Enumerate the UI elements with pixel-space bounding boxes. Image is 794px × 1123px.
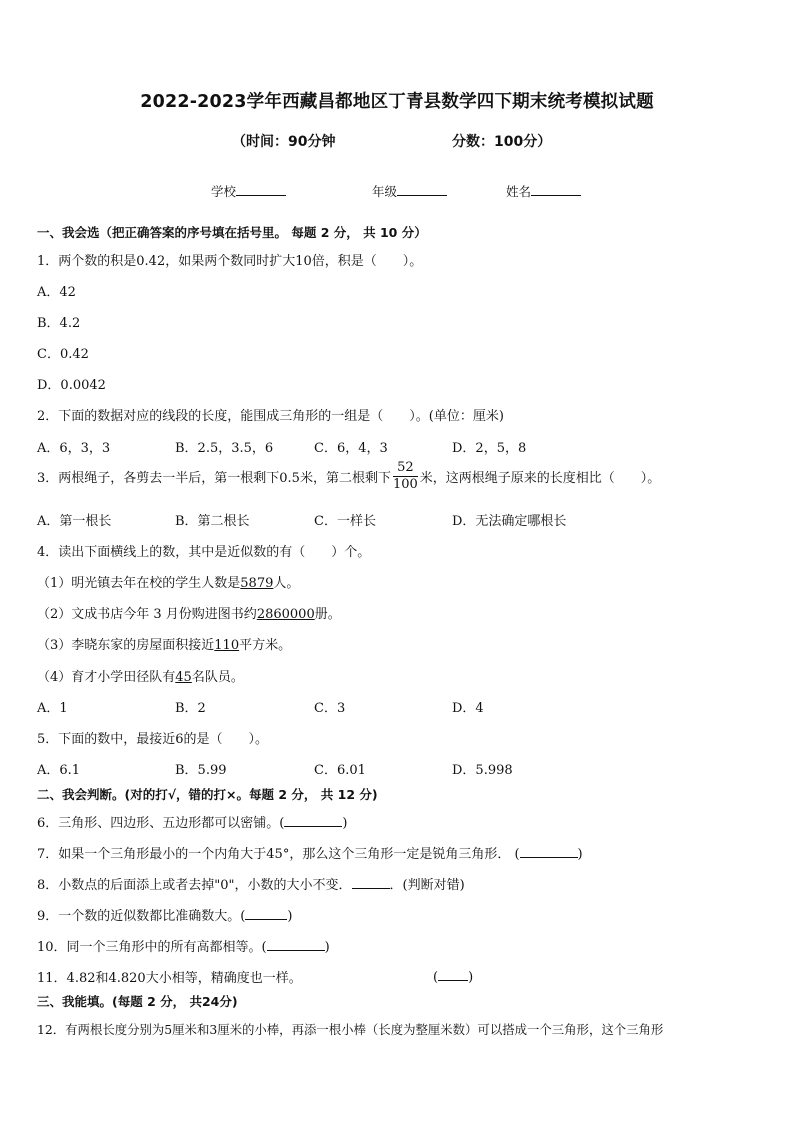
q9-close-paren: ) — [287, 909, 293, 924]
q3-option-c: C．一样长 — [314, 514, 376, 529]
q11-answer-blank — [438, 967, 468, 981]
q4-option-b: B．2 — [175, 701, 206, 716]
q5-option-d: D．5.998 — [452, 763, 513, 778]
q3-text-after: 米，这两根绳子原来的长度相比（ ）。 — [419, 471, 661, 486]
q6-answer-blank — [284, 813, 342, 827]
q4-item-3 — [37, 634, 291, 653]
q9-answer-blank — [245, 906, 287, 920]
section2-heading: 二、我会判断。(对的打√，错的打×。每题 2 分， 共 12 分) — [37, 787, 378, 802]
q4-item-1-number: 5879 — [240, 576, 274, 591]
q1-option-c: C．0.42 — [37, 347, 89, 362]
q7-text: 7．如果一个三角形最小的一个内角大于45°，那么这个三角形一定是锐角三角形． ( — [37, 847, 520, 862]
grade-blank — [397, 183, 447, 196]
q1-option-a: A．42 — [37, 285, 76, 300]
section3-heading: 三、我能填。(每题 2 分， 共24分) — [37, 994, 238, 1009]
question-2: 2．下面的数据对应的线段的长度，能围成三角形的一组是（ ）。(单位：厘米) — [37, 409, 504, 424]
question-5: 5．下面的数中，最接近6的是（ ）。 — [37, 732, 269, 747]
q4-item-4-pre: （4）育才小学田径队有 — [37, 670, 176, 685]
name-label: 姓名 — [506, 184, 532, 199]
q3-text-before: 3．两根绳子，各剪去一半后，第一根剩下0.5米，第二根剩下 — [37, 471, 391, 486]
q8-text-after: ．(判断对错) — [389, 878, 465, 893]
exam-score: 分数：100分） — [452, 134, 552, 150]
question-4: 4．读出下面横线上的数，其中是近似数的有（ ）个。 — [37, 545, 371, 560]
q3-option-d: D．无法确定哪根长 — [452, 514, 567, 529]
page-title: 2022-2023学年西藏昌都地区丁青县数学四下期末统考模拟试题 — [140, 92, 654, 112]
grade-field — [372, 182, 447, 200]
q10-text: 10．同一个三角形中的所有高都相等。( — [37, 940, 267, 955]
q4-item-1 — [37, 572, 299, 591]
q7-answer-blank — [520, 844, 578, 858]
q4-item-4-post: 名队员。 — [191, 670, 244, 685]
q5-option-a: A．6.1 — [37, 763, 81, 778]
q4-option-d: D．4 — [452, 701, 484, 716]
question-11: 11．4.82和4.820大小相等，精确度也一样。 — [37, 971, 302, 986]
q11-open-paren: ( — [433, 970, 439, 985]
q3-option-a: A．第一根长 — [37, 514, 112, 529]
q2-option-b: B．2.5，3.5，6 — [175, 441, 274, 456]
question-7 — [37, 843, 583, 862]
q5-option-b: B．5.99 — [175, 763, 227, 778]
q9-text: 9．一个数的近似数都比准确数大。( — [37, 909, 246, 924]
q7-close-paren: ) — [577, 847, 583, 862]
q4-option-c: C．3 — [314, 701, 346, 716]
school-label: 学校 — [211, 184, 237, 199]
school-field — [211, 182, 286, 200]
q8-answer-blank — [352, 875, 390, 889]
question-8 — [37, 874, 465, 893]
q3-fraction-denominator: 100 — [392, 477, 418, 492]
name-blank — [531, 183, 581, 196]
q6-text: 6．三角形、四边形、五边形都可以密铺。( — [37, 816, 285, 831]
question-12: 12．有两根长度分别为5厘米和3厘米的小棒，再添一根小棒（长度为整厘米数）可以搭成一个三角形，这个三角形 — [37, 1022, 664, 1037]
q1-option-b: B．4.2 — [37, 316, 81, 331]
q4-item-3-post: 平方米。 — [239, 638, 292, 653]
q1-option-d: D．0.0042 — [37, 378, 106, 393]
q4-item-1-pre: （1）明光镇去年在校的学生人数是 — [37, 576, 241, 591]
q4-item-1-post: 人。 — [273, 576, 300, 591]
q2-option-d: D．2，5，8 — [452, 441, 527, 456]
exam-time: （时间：90分钟 — [232, 134, 336, 150]
section1-heading: 一、我会选（把正确答案的序号填在括号里。 每题 2 分， 共 10 分） — [37, 225, 427, 240]
q4-item-3-pre: （3）李晓东家的房屋面积接近 — [37, 638, 215, 653]
question-3 — [37, 462, 660, 495]
q4-item-3-number: 110 — [214, 638, 240, 653]
q10-answer-blank — [267, 937, 325, 951]
q4-item-4 — [37, 666, 244, 685]
question-10 — [37, 936, 330, 955]
school-blank — [236, 183, 286, 196]
q11-answer — [433, 967, 473, 985]
question-6 — [37, 812, 347, 831]
q3-fraction-numerator: 52 — [393, 460, 418, 477]
q2-option-c: C．6，4，3 — [314, 441, 388, 456]
q4-option-a: A．1 — [37, 701, 68, 716]
question-1: 1．两个数的积是0.42，如果两个数同时扩大10倍，积是（ ）。 — [37, 254, 423, 269]
q4-item-2-number: 2860000 — [256, 607, 315, 622]
q4-item-2-post: 册。 — [314, 607, 341, 622]
q8-text: 8．小数点的后面添上或者去掉"0"，小数的大小不变． — [37, 878, 352, 893]
q3-fraction — [393, 460, 418, 493]
q4-item-2-pre: （2）文成书店今年 3 月份购进图书约 — [37, 607, 257, 622]
q10-close-paren: ) — [324, 940, 330, 955]
q11-close-paren: ) — [468, 970, 474, 985]
q4-item-4-number: 45 — [175, 670, 192, 685]
grade-label: 年级 — [372, 184, 398, 199]
q6-close-paren: ) — [342, 816, 348, 831]
q2-option-a: A．6，3，3 — [37, 441, 111, 456]
name-field — [506, 182, 581, 200]
q3-option-b: B．第二根长 — [175, 514, 250, 529]
q5-option-c: C．6.01 — [314, 763, 366, 778]
q4-item-2 — [37, 603, 341, 622]
question-9 — [37, 905, 292, 924]
